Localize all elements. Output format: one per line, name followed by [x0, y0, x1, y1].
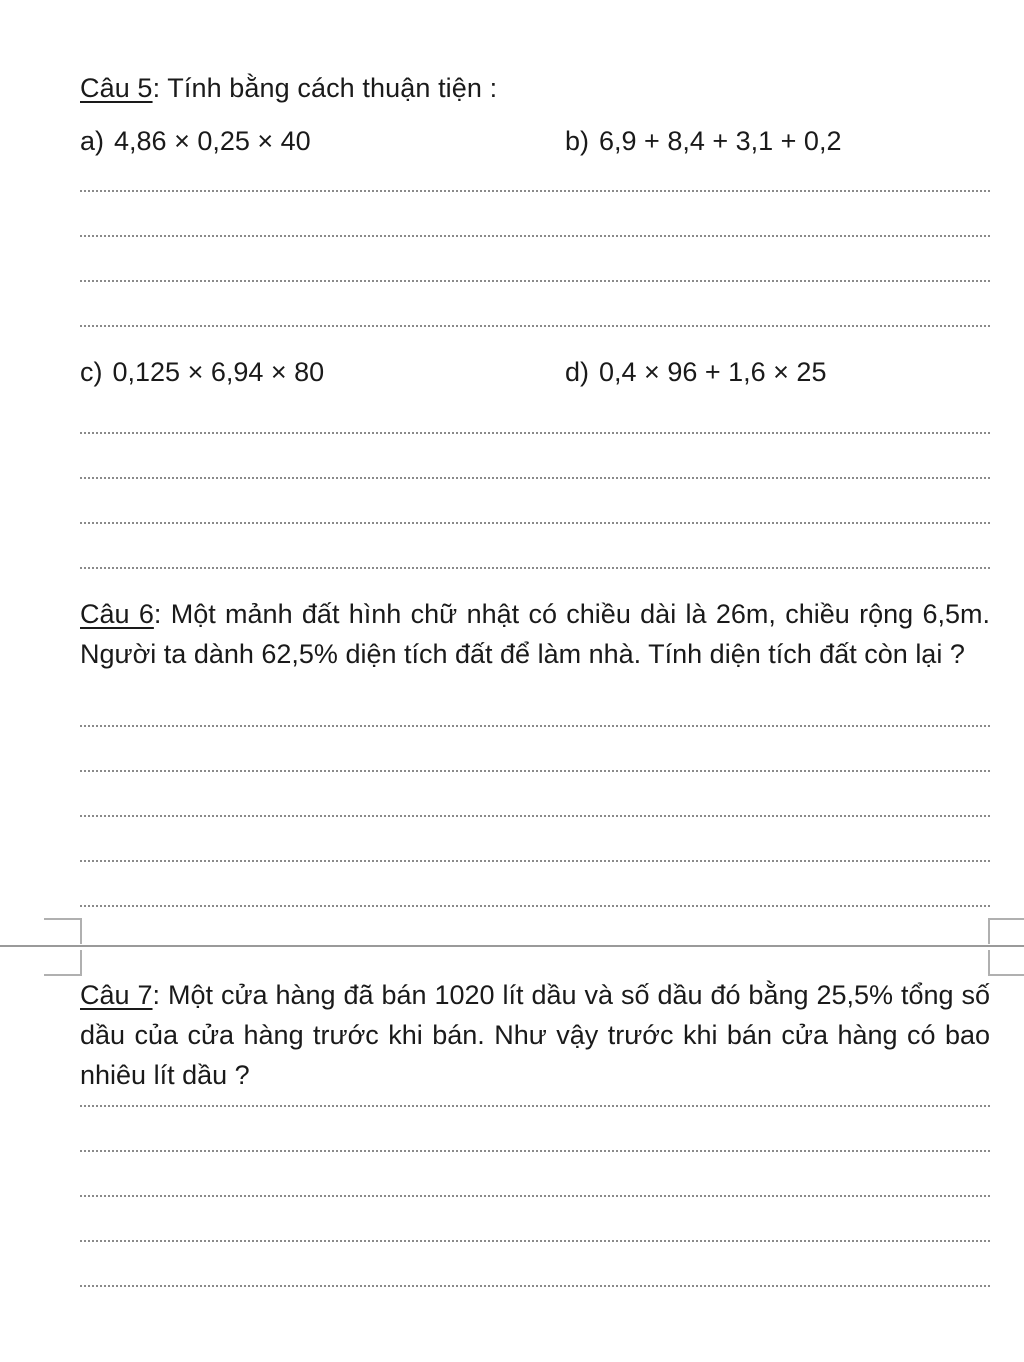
answer-line[interactable]	[80, 770, 990, 772]
page-corner-mark	[44, 950, 82, 976]
exercise-b-expression: 6,9 + 8,4 + 3,1 + 0,2	[599, 126, 842, 156]
answer-line[interactable]	[80, 190, 990, 192]
question-5-text: : Tính bằng cách thuận tiện :	[152, 73, 498, 103]
answer-line[interactable]	[80, 235, 990, 237]
answer-line[interactable]	[80, 1150, 990, 1152]
answer-line[interactable]	[80, 860, 990, 862]
answer-line[interactable]	[80, 1240, 990, 1242]
answer-line[interactable]	[80, 280, 990, 282]
question-5-heading	[80, 70, 497, 106]
answer-line[interactable]	[80, 1285, 990, 1287]
exercise-a	[80, 123, 311, 159]
exercise-b-tag: b)	[565, 126, 590, 156]
question-7	[80, 975, 990, 1095]
exercise-c-tag: c)	[80, 357, 103, 387]
exercise-a-expression: 4,86 × 0,25 × 40	[114, 126, 311, 156]
answer-line[interactable]	[80, 432, 990, 434]
exercise-d	[565, 354, 826, 390]
answer-line[interactable]	[80, 905, 990, 907]
question-6	[80, 594, 990, 674]
answer-line[interactable]	[80, 567, 990, 569]
exercise-b	[565, 123, 841, 159]
question-7-text: : Một cửa hàng đã bán 1020 lít dầu và số dầu đó bằng 25,5% tổng số dầu của cửa hàng trước khi bán. Như vậy trước khi bán cửa hàng có bao nhiêu lít dầu ?	[80, 980, 990, 1090]
answer-line[interactable]	[80, 815, 990, 817]
page-corner-mark	[988, 950, 1024, 976]
answer-line[interactable]	[80, 522, 990, 524]
answer-line[interactable]	[80, 477, 990, 479]
answer-line[interactable]	[80, 325, 990, 327]
exercise-d-expression: 0,4 × 96 + 1,6 × 25	[599, 357, 827, 387]
question-5-label: Câu 5	[80, 73, 153, 103]
question-6-label: Câu 6	[80, 599, 154, 629]
question-7-label: Câu 7	[80, 980, 153, 1010]
page-break-divider	[0, 945, 1024, 947]
question-6-text: : Một mảnh đất hình chữ nhật có chiều dài là 26m, chiều rộng 6,5m. Người ta dành 62,5% diện tích đất để làm nhà. Tính diện tích đất còn lại ?	[80, 599, 990, 669]
page-corner-mark	[988, 918, 1024, 944]
exercise-a-tag: a)	[80, 126, 105, 156]
answer-line[interactable]	[80, 1195, 990, 1197]
exercise-d-tag: d)	[565, 357, 590, 387]
answer-line[interactable]	[80, 725, 990, 727]
answer-line[interactable]	[80, 1105, 990, 1107]
exercise-c	[80, 354, 324, 390]
page-corner-mark	[44, 918, 82, 944]
exercise-c-expression: 0,125 × 6,94 × 80	[112, 357, 325, 387]
